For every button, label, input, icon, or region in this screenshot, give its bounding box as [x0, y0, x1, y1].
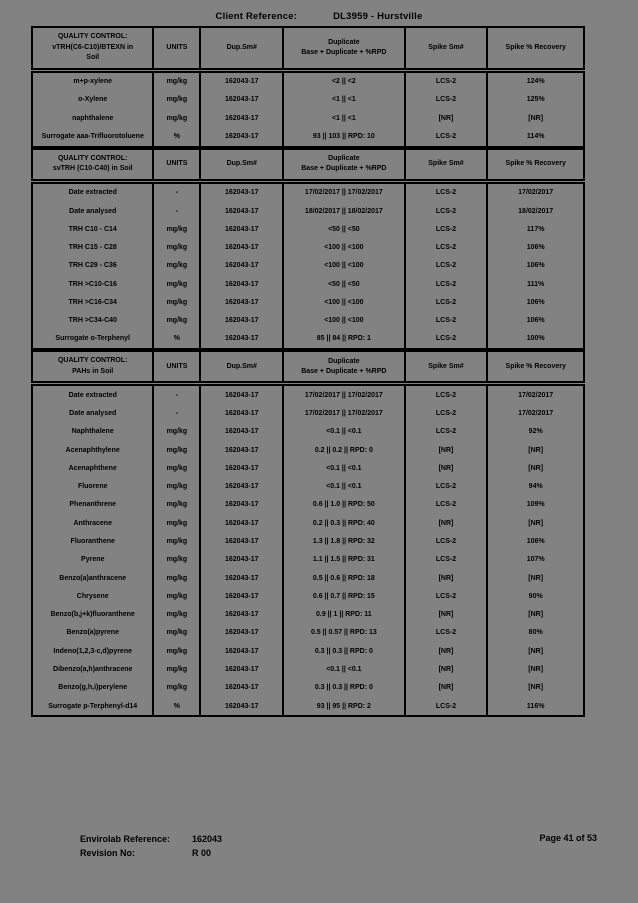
dup-sample-cell: 162043-17	[200, 404, 283, 422]
table-row	[32, 660, 584, 678]
duplicate-cell: 93 || 95 || RPD: 2	[283, 697, 404, 716]
dup-sample-cell: 162043-17	[200, 181, 283, 202]
spike-recovery-cell: 106%	[487, 312, 584, 330]
dup-sample-cell: 162043-17	[200, 91, 283, 109]
dup-sample-cell: 162043-17	[200, 697, 283, 716]
spike-sample-cell: [NR]	[405, 459, 488, 477]
client-reference-label: Client Reference:	[215, 11, 298, 22]
units-cell: mg/kg	[153, 423, 200, 441]
duplicate-cell: <0.1 || <0.1	[283, 423, 404, 441]
spike-sample-cell: LCS-2	[405, 181, 488, 202]
duplicate-cell: 0.5 || 0.6 || RPD: 18	[283, 569, 404, 587]
spike-recovery-cell: 117%	[487, 220, 584, 238]
table-row	[32, 478, 584, 496]
units-cell: -	[153, 404, 200, 422]
duplicate-cell: <50 || <50	[283, 275, 404, 293]
spike-sample-cell: LCS-2	[405, 293, 488, 311]
spike-recovery-cell: 90%	[487, 587, 584, 605]
analyte-cell: Fluoranthene	[32, 532, 153, 550]
spike-sample-cell: [NR]	[405, 660, 488, 678]
dup-sample-cell: 162043-17	[200, 624, 283, 642]
dup-sample-cell: 162043-17	[200, 293, 283, 311]
table-row	[32, 514, 584, 532]
analyte-cell: Surrogate aaa-Trifluorotoluene	[32, 127, 153, 146]
col-header-spike-recovery: Spike % Recovery	[487, 27, 584, 70]
spike-sample-cell: [NR]	[405, 109, 488, 127]
spike-recovery-cell: 17/02/2017	[487, 181, 584, 202]
analyte-cell: Benzo(a)pyrene	[32, 624, 153, 642]
page-number: Page 41 of 53	[539, 833, 597, 843]
spike-recovery-cell: [NR]	[487, 109, 584, 127]
duplicate-cell: <50 || <50	[283, 220, 404, 238]
duplicate-cell: 93 || 103 || RPD: 10	[283, 127, 404, 146]
spike-sample-cell: LCS-2	[405, 202, 488, 220]
analyte-cell: Indeno(1,2,3-c,d)pyrene	[32, 642, 153, 660]
header-row	[32, 351, 584, 384]
footer	[80, 833, 222, 861]
qc-tables-container	[31, 26, 585, 717]
units-cell: mg/kg	[153, 478, 200, 496]
dup-sample-cell: 162043-17	[200, 127, 283, 146]
qc-title-line: Soil	[86, 54, 100, 61]
qc-title-line: QUALITY CONTROL:	[57, 33, 128, 40]
spike-recovery-cell: 92%	[487, 423, 584, 441]
analyte-cell: Acenaphthene	[32, 459, 153, 477]
spike-sample-cell: LCS-2	[405, 91, 488, 109]
units-cell: -	[153, 202, 200, 220]
col-header-dup-sample: Dup.Sm#	[200, 27, 283, 70]
units-cell: mg/kg	[153, 293, 200, 311]
revision-value: R 00	[192, 847, 212, 858]
spike-sample-cell: LCS-2	[405, 238, 488, 256]
spike-recovery-cell: [NR]	[487, 642, 584, 660]
col-header-units: UNITS	[153, 27, 200, 70]
units-cell: mg/kg	[153, 441, 200, 459]
analyte-cell: Surrogate o-Terphenyl	[32, 330, 153, 349]
units-cell: %	[153, 127, 200, 146]
envirolab-reference-label: Envirolab Reference:	[80, 834, 171, 844]
spike-recovery-cell: 94%	[487, 478, 584, 496]
spike-recovery-cell: 111%	[487, 275, 584, 293]
units-cell: mg/kg	[153, 91, 200, 109]
table-row	[32, 569, 584, 587]
revision-label: Revision No:	[80, 847, 136, 858]
spike-sample-cell: [NR]	[405, 642, 488, 660]
analyte-cell: Date analysed	[32, 202, 153, 220]
units-cell: -	[153, 384, 200, 405]
duplicate-cell: 17/02/2017 || 17/02/2017	[283, 404, 404, 422]
duplicate-header-line2: Base + Duplicate + %RPD	[301, 48, 387, 56]
duplicate-cell: 0.5 || 0.57 || RPD: 13	[283, 624, 404, 642]
units-cell: mg/kg	[153, 257, 200, 275]
analyte-cell: Anthracene	[32, 514, 153, 532]
duplicate-cell: <0.1 || <0.1	[283, 459, 404, 477]
analyte-cell: Surrogate p-Terphenyl-d14	[32, 697, 153, 716]
table-row	[32, 127, 584, 146]
units-cell: mg/kg	[153, 70, 200, 91]
duplicate-cell: 0.9 || 1 || RPD: 11	[283, 606, 404, 624]
table-row	[32, 202, 584, 220]
spike-recovery-cell: [NR]	[487, 660, 584, 678]
spike-recovery-cell: 106%	[487, 293, 584, 311]
qc-title	[32, 27, 153, 70]
header-row	[32, 27, 584, 70]
units-cell: mg/kg	[153, 551, 200, 569]
col-header-duplicate	[283, 27, 404, 70]
dup-sample-cell: 162043-17	[200, 459, 283, 477]
spike-sample-cell: LCS-2	[405, 587, 488, 605]
spike-recovery-cell: 18/02/2017	[487, 202, 584, 220]
analyte-cell: Acenaphthylene	[32, 441, 153, 459]
duplicate-cell: <100 || <100	[283, 293, 404, 311]
spike-recovery-cell: 106%	[487, 532, 584, 550]
spike-sample-cell: [NR]	[405, 569, 488, 587]
duplicate-cell: <1 || <1	[283, 91, 404, 109]
units-cell: mg/kg	[153, 109, 200, 127]
spike-recovery-cell: 125%	[487, 91, 584, 109]
units-cell: mg/kg	[153, 642, 200, 660]
analyte-cell: naphthalene	[32, 109, 153, 127]
spike-sample-cell: LCS-2	[405, 697, 488, 716]
analyte-cell: TRH >C34-C40	[32, 312, 153, 330]
spike-sample-cell: LCS-2	[405, 384, 488, 405]
dup-sample-cell: 162043-17	[200, 679, 283, 697]
qc-table-1	[31, 26, 585, 148]
units-cell: mg/kg	[153, 496, 200, 514]
spike-recovery-cell: 106%	[487, 238, 584, 256]
table-row	[32, 423, 584, 441]
spike-recovery-cell: [NR]	[487, 459, 584, 477]
duplicate-cell: <100 || <100	[283, 238, 404, 256]
table-row	[32, 459, 584, 477]
units-cell: mg/kg	[153, 679, 200, 697]
duplicate-cell: 0.6 || 1.0 || RPD: 50	[283, 496, 404, 514]
analyte-cell: TRH >C10-C16	[32, 275, 153, 293]
table-row	[32, 624, 584, 642]
units-cell: mg/kg	[153, 220, 200, 238]
dup-sample-cell: 162043-17	[200, 423, 283, 441]
duplicate-header-line1: Duplicate	[328, 154, 360, 162]
analyte-cell: Fluorene	[32, 478, 153, 496]
spike-sample-cell: LCS-2	[405, 624, 488, 642]
table-row	[32, 679, 584, 697]
spike-recovery-cell: [NR]	[487, 514, 584, 532]
dup-sample-cell: 162043-17	[200, 220, 283, 238]
dup-sample-cell: 162043-17	[200, 514, 283, 532]
table-row	[32, 109, 584, 127]
table-row	[32, 293, 584, 311]
analyte-cell: Phenanthrene	[32, 496, 153, 514]
table-row	[32, 642, 584, 660]
col-header-duplicate	[283, 149, 404, 182]
spike-sample-cell: [NR]	[405, 441, 488, 459]
spike-sample-cell: LCS-2	[405, 478, 488, 496]
dup-sample-cell: 162043-17	[200, 496, 283, 514]
header-row	[32, 149, 584, 182]
table-row	[32, 70, 584, 91]
dup-sample-cell: 162043-17	[200, 532, 283, 550]
spike-sample-cell: LCS-2	[405, 70, 488, 91]
analyte-cell: o-Xylene	[32, 91, 153, 109]
table-row	[32, 587, 584, 605]
qc-title	[32, 149, 153, 182]
qc-title-line: PAHs in Soil	[72, 367, 114, 375]
spike-recovery-cell: 17/02/2017	[487, 404, 584, 422]
duplicate-cell: 17/02/2017 || 17/02/2017	[283, 384, 404, 405]
analyte-cell: Chrysene	[32, 587, 153, 605]
duplicate-cell: <0.1 || <0.1	[283, 660, 404, 678]
spike-recovery-cell: 109%	[487, 496, 584, 514]
col-header-dup-sample: Dup.Sm#	[200, 149, 283, 182]
duplicate-header-line2: Base + Duplicate + %RPD	[301, 165, 387, 173]
duplicate-cell: <100 || <100	[283, 312, 404, 330]
spike-recovery-cell: 106%	[487, 257, 584, 275]
units-cell: mg/kg	[153, 238, 200, 256]
dup-sample-cell: 162043-17	[200, 238, 283, 256]
analyte-cell: Benzo(a)anthracene	[32, 569, 153, 587]
units-cell: -	[153, 181, 200, 202]
analyte-cell: Naphthalene	[32, 423, 153, 441]
table-row	[32, 257, 584, 275]
spike-recovery-cell: 17/02/2017	[487, 384, 584, 405]
analyte-cell: Benzo(b,j+k)fluoranthene	[32, 606, 153, 624]
table-row	[32, 697, 584, 716]
table-row	[32, 404, 584, 422]
qc-title	[32, 351, 153, 384]
table-row	[32, 91, 584, 109]
spike-sample-cell: LCS-2	[405, 423, 488, 441]
dup-sample-cell: 162043-17	[200, 202, 283, 220]
duplicate-header-line1: Duplicate	[328, 38, 360, 46]
dup-sample-cell: 162043-17	[200, 642, 283, 660]
analyte-cell: Pyrene	[32, 551, 153, 569]
duplicate-header-line2: Base + Duplicate + %RPD	[301, 367, 387, 375]
duplicate-cell: <100 || <100	[283, 257, 404, 275]
analyte-cell: Dibenzo(a,h)anthracene	[32, 660, 153, 678]
spike-sample-cell: [NR]	[405, 514, 488, 532]
units-cell: %	[153, 330, 200, 349]
col-header-spike-sample: Spike Sm#	[405, 27, 488, 70]
spike-sample-cell: [NR]	[405, 679, 488, 697]
duplicate-cell: 17/02/2017 || 17/02/2017	[283, 181, 404, 202]
analyte-cell: TRH C29 - C36	[32, 257, 153, 275]
duplicate-cell: 0.2 || 0.3 || RPD: 40	[283, 514, 404, 532]
client-reference-value: DL3959 - Hurstville	[333, 11, 423, 22]
dup-sample-cell: 162043-17	[200, 384, 283, 405]
spike-sample-cell: LCS-2	[405, 275, 488, 293]
spike-recovery-cell: 124%	[487, 70, 584, 91]
duplicate-cell: 0.2 || 0.2 || RPD: 0	[283, 441, 404, 459]
dup-sample-cell: 162043-17	[200, 587, 283, 605]
dup-sample-cell: 162043-17	[200, 257, 283, 275]
duplicate-cell: 0.3 || 0.3 || RPD: 0	[283, 679, 404, 697]
col-header-spike-recovery: Spike % Recovery	[487, 351, 584, 384]
envirolab-reference-value: 162043	[192, 834, 223, 844]
duplicate-cell: <1 || <1	[283, 109, 404, 127]
dup-sample-cell: 162043-17	[200, 70, 283, 91]
dup-sample-cell: 162043-17	[200, 569, 283, 587]
spike-recovery-cell: [NR]	[487, 441, 584, 459]
duplicate-cell: 0.3 || 0.3 || RPD: 0	[283, 642, 404, 660]
col-header-spike-recovery: Spike % Recovery	[487, 149, 584, 182]
qc-table-3	[31, 350, 585, 717]
spike-sample-cell: LCS-2	[405, 312, 488, 330]
duplicate-cell: <2 || <2	[283, 70, 404, 91]
dup-sample-cell: 162043-17	[200, 109, 283, 127]
analyte-cell: TRH C10 - C14	[32, 220, 153, 238]
qc-table-2	[31, 148, 585, 351]
dup-sample-cell: 162043-17	[200, 312, 283, 330]
col-header-units: UNITS	[153, 351, 200, 384]
spike-sample-cell: LCS-2	[405, 220, 488, 238]
dup-sample-cell: 162043-17	[200, 606, 283, 624]
col-header-duplicate	[283, 351, 404, 384]
dup-sample-cell: 162043-17	[200, 275, 283, 293]
spike-recovery-cell: [NR]	[487, 679, 584, 697]
units-cell: mg/kg	[153, 312, 200, 330]
table-row	[32, 330, 584, 349]
table-row	[32, 441, 584, 459]
table-row	[32, 532, 584, 550]
qc-title-line: svTRH (C10-C40) in Soil	[52, 165, 133, 173]
spike-recovery-cell: 107%	[487, 551, 584, 569]
units-cell: mg/kg	[153, 275, 200, 293]
col-header-spike-sample: Spike Sm#	[405, 149, 488, 182]
table-row	[32, 275, 584, 293]
spike-recovery-cell: 100%	[487, 330, 584, 349]
units-cell: mg/kg	[153, 587, 200, 605]
analyte-cell: Date extracted	[32, 384, 153, 405]
spike-recovery-cell: [NR]	[487, 606, 584, 624]
dup-sample-cell: 162043-17	[200, 478, 283, 496]
spike-recovery-cell: 114%	[487, 127, 584, 146]
dup-sample-cell: 162043-17	[200, 660, 283, 678]
table-row	[32, 551, 584, 569]
dup-sample-cell: 162043-17	[200, 551, 283, 569]
table-row	[32, 312, 584, 330]
units-cell: mg/kg	[153, 532, 200, 550]
analyte-cell: Benzo(g,h,i)perylene	[32, 679, 153, 697]
table-row	[32, 220, 584, 238]
col-header-units: UNITS	[153, 149, 200, 182]
table-row	[32, 496, 584, 514]
duplicate-cell: 0.6 || 0.7 || RPD: 15	[283, 587, 404, 605]
units-cell: %	[153, 697, 200, 716]
dup-sample-cell: 162043-17	[200, 441, 283, 459]
units-cell: mg/kg	[153, 660, 200, 678]
spike-sample-cell: LCS-2	[405, 496, 488, 514]
units-cell: mg/kg	[153, 624, 200, 642]
spike-sample-cell: LCS-2	[405, 404, 488, 422]
duplicate-cell: <0.1 || <0.1	[283, 478, 404, 496]
analyte-cell: Date extracted	[32, 181, 153, 202]
qc-title-line: vTRH(C6-C10)/BTEXN in	[52, 43, 134, 51]
qc-title-line: QUALITY CONTROL:	[57, 154, 128, 162]
spike-recovery-cell: 80%	[487, 624, 584, 642]
duplicate-header-line1: Duplicate	[328, 357, 360, 365]
spike-sample-cell: LCS-2	[405, 532, 488, 550]
units-cell: mg/kg	[153, 459, 200, 477]
duplicate-cell: 1.1 || 1.5 || RPD: 31	[283, 551, 404, 569]
analyte-cell: Date analysed	[32, 404, 153, 422]
table-row	[32, 606, 584, 624]
duplicate-cell: 85 || 84 || RPD: 1	[283, 330, 404, 349]
analyte-cell: m+p-xylene	[32, 70, 153, 91]
spike-recovery-cell: 116%	[487, 697, 584, 716]
client-reference	[0, 0, 638, 22]
dup-sample-cell: 162043-17	[200, 330, 283, 349]
units-cell: mg/kg	[153, 569, 200, 587]
spike-sample-cell: LCS-2	[405, 127, 488, 146]
spike-sample-cell: LCS-2	[405, 257, 488, 275]
qc-title-line: QUALITY CONTROL:	[57, 357, 128, 365]
col-header-spike-sample: Spike Sm#	[405, 351, 488, 384]
units-cell: mg/kg	[153, 514, 200, 532]
spike-recovery-cell: [NR]	[487, 569, 584, 587]
spike-sample-cell: LCS-2	[405, 551, 488, 569]
table-row	[32, 238, 584, 256]
spike-sample-cell: [NR]	[405, 606, 488, 624]
analyte-cell: TRH C15 - C28	[32, 238, 153, 256]
table-row	[32, 181, 584, 202]
table-row	[32, 384, 584, 405]
col-header-dup-sample: Dup.Sm#	[200, 351, 283, 384]
units-cell: mg/kg	[153, 606, 200, 624]
duplicate-cell: 1.3 || 1.8 || RPD: 32	[283, 532, 404, 550]
duplicate-cell: 18/02/2017 || 18/02/2017	[283, 202, 404, 220]
spike-sample-cell: LCS-2	[405, 330, 488, 349]
analyte-cell: TRH >C16-C34	[32, 293, 153, 311]
